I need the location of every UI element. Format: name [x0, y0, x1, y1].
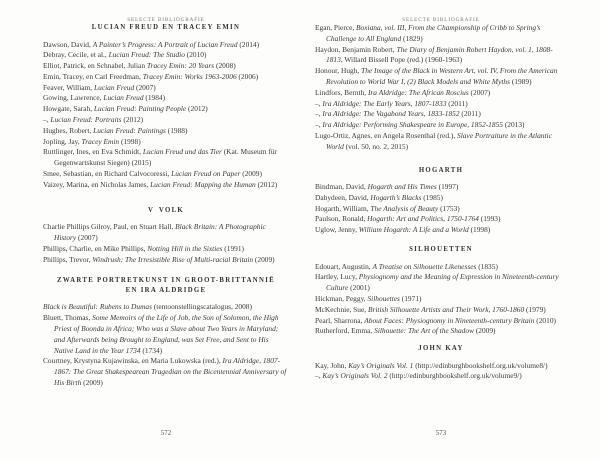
- entry-title-italic: The Analysis of Beauty: [370, 203, 439, 213]
- entry-text: (2011): [446, 98, 468, 108]
- section-heading-block: [43, 23, 289, 33]
- section-heading-block: [315, 344, 567, 354]
- entry-text: Ruttlinger, Ines, en Eva Schmidt,: [43, 147, 143, 157]
- bib-entry: [315, 371, 567, 382]
- entry-title-italic: A Treatise on Silhouette Likenesses: [372, 261, 477, 271]
- bib-section: [43, 23, 289, 191]
- bib-entry: [43, 356, 289, 388]
- entry-title-italic: Lucian Freud: Paintings: [93, 125, 166, 135]
- entry-text: (vol. 50, no. 2, 2015): [343, 141, 409, 151]
- section-heading: V VOLK: [148, 206, 184, 214]
- entry-text: (2007): [468, 87, 491, 97]
- entry-text: (2008): [214, 61, 236, 71]
- bib-entry: [315, 193, 567, 204]
- bib-section: [43, 276, 289, 388]
- entry-list: [315, 262, 567, 338]
- entry-title-italic: Hogarth: Art and Politics, 1750-1764: [367, 214, 479, 224]
- entry-text: (2009): [253, 254, 275, 264]
- entry-title-italic: Ira Aldridge: The Vagabond Years, 1833-1852: [322, 109, 460, 119]
- bib-entry: [315, 204, 567, 215]
- bib-entry: [315, 131, 567, 153]
- bib-entry: [43, 169, 289, 180]
- page-left: [43, 0, 289, 460]
- entry-title-italic: Lucian Freud und das Tier: [142, 147, 222, 157]
- section-heading-block: [315, 166, 567, 176]
- entry-text: Hughes, Robert,: [43, 125, 94, 135]
- entry-title-italic: Silhouettes: [367, 293, 400, 303]
- entry-text: (2012): [255, 179, 278, 189]
- entry-list: [315, 23, 567, 153]
- bib-entry: [315, 88, 567, 99]
- entry-text: –,: [315, 371, 323, 381]
- running-head: SELECTE BIBLIOGRAFIE: [127, 17, 205, 23]
- bib-entry: [43, 61, 289, 72]
- entry-text: (Kat. Museum für Gegenwartskunst Siegen) (2015): [54, 147, 277, 168]
- entry-text: –,: [43, 115, 51, 125]
- bib-entry: [315, 23, 567, 45]
- bib-entry: [315, 45, 567, 67]
- entry-text: Honour, Hugh,: [315, 66, 362, 76]
- entry-list: [315, 182, 567, 236]
- bib-entry: [43, 313, 289, 356]
- entry-title-italic: Lucian Freud on Paper: [171, 169, 241, 179]
- entry-title-italic: William Hogarth: A Life and a World: [358, 225, 469, 235]
- entry-text: Dabydeen, David,: [315, 192, 371, 202]
- entry-text: (1991): [222, 243, 244, 253]
- entry-text: –,: [315, 109, 323, 119]
- entry-title-italic: About Faces: Physiognomy in Nineteenth-century Britain: [364, 315, 535, 325]
- page-right: [315, 0, 567, 460]
- entry-text: (1993): [478, 214, 501, 224]
- entry-text: Emin, Tracey, en Carl Freedman,: [43, 71, 143, 81]
- entry-title-italic: Tracey Emin: 20 Years: [146, 61, 215, 71]
- entry-text: Edouart, Augustin,: [315, 261, 373, 271]
- entry-title-italic: Ira Aldridge: Performing Shakespeare in Europe, 1852-1855: [322, 120, 503, 130]
- entry-title-italic: Lucian Freud: [103, 93, 144, 103]
- entry-text: –,: [315, 120, 323, 130]
- entry-text: Bindman, David,: [315, 182, 368, 192]
- entry-text: (1984): [143, 93, 166, 103]
- entry-title-italic: Lucian Freud: Portraits: [50, 115, 122, 125]
- entry-text: (2007): [76, 232, 98, 242]
- bib-entry: [315, 262, 567, 273]
- entry-text: Kay, John,: [315, 360, 349, 370]
- bib-section: [43, 206, 289, 266]
- entry-text: Lugo-Ortiz, Agnes, en Angela Rosenthal (red.),: [315, 130, 458, 140]
- entry-text: Vaizey, Marina, en Nicholas James,: [43, 179, 151, 189]
- entry-text: Hartley, Lucy,: [315, 272, 359, 282]
- entry-list: [315, 361, 567, 383]
- section-heading: LUCIAN FREUD EN TRACEY EMIN: [91, 24, 241, 31]
- entry-text: (tentoonstellingscatalogus, 2008): [152, 302, 252, 312]
- entry-text: (2011): [459, 109, 481, 119]
- entry-text: Smee, Sebastian, en Richard Calvocoressi,: [43, 169, 172, 179]
- entry-text: , Willard Bissell Pope (red.) (1960-1963): [340, 55, 463, 65]
- entry-text: –,: [315, 98, 323, 108]
- entry-text: (1971): [399, 293, 422, 303]
- entry-title-italic: Kay’s Originals Vol. 2: [322, 371, 388, 381]
- entry-title-italic: The Diary of Benjamin Robert Haydon, vol. 1, 1808-1813: [326, 44, 553, 65]
- bib-entry: [315, 182, 567, 193]
- bib-entry: [315, 214, 567, 225]
- bib-entry: [315, 66, 567, 88]
- entry-text: Pearl, Sharrona,: [315, 315, 365, 325]
- entry-text: Charlie Phillips Gilroy, Paul, en Stuart Hall,: [43, 222, 176, 232]
- entry-title-italic: Lucian Freud: Painting People: [93, 104, 187, 114]
- bib-entry: [315, 99, 567, 110]
- entry-text: Phillips, Trevor,: [43, 254, 93, 264]
- bib-entry: [43, 104, 289, 115]
- bib-section: [315, 23, 567, 153]
- bib-entry: [43, 302, 289, 313]
- entry-text: (1979): [524, 304, 546, 314]
- section-heading-block: [43, 276, 289, 295]
- bib-section: [315, 245, 567, 337]
- entry-text: (2013): [502, 120, 525, 130]
- bib-entry: [315, 120, 567, 131]
- entry-text: (2012): [121, 115, 144, 125]
- section-heading: ZWARTE PORTRETKUNST IN GROOT-BRITTANNIË: [57, 277, 275, 285]
- bib-entry: [43, 244, 289, 255]
- section-heading: SILHOUETTEN: [409, 246, 473, 254]
- bib-entry: [315, 225, 567, 236]
- entry-text: Haydon, Benjamin Robert,: [315, 44, 397, 54]
- entry-title-italic: Hogarth’s Blacks: [370, 192, 422, 202]
- bib-section: [315, 166, 567, 236]
- entry-text: (1985): [421, 192, 443, 202]
- entry-title-italic: A Painter’s Progress: A Portrait of Lucian Freud: [92, 39, 238, 49]
- bib-entry: [315, 272, 567, 294]
- entry-text: Jopling, Jay,: [43, 136, 82, 146]
- section-heading: HOGARTH: [418, 166, 464, 174]
- entry-text: Uglow, Jenny,: [315, 225, 359, 235]
- entry-text: Lindfors, Bernth,: [315, 87, 368, 97]
- entry-text: Debray, Cecile, et al.,: [43, 50, 109, 60]
- bib-entry: [315, 305, 567, 316]
- entry-list: [43, 222, 289, 265]
- entry-text: (2014): [237, 39, 260, 49]
- entry-title-italic: Lucian Freud: [94, 82, 135, 92]
- bib-entry: [43, 222, 289, 244]
- entry-text: Hickman, Peggy,: [315, 293, 368, 303]
- entry-text: Howgate, Sarah,: [43, 104, 94, 114]
- entry-text: (http://edinburghbookshelf.org.uk/volume8/): [413, 360, 548, 370]
- entry-title-italic: Black is Beautiful: Rubens to Dumas: [43, 302, 152, 312]
- entry-title-italic: Lucian Freud: Mapping the Human: [150, 179, 256, 189]
- entry-text: Bluett, Thomas,: [43, 313, 93, 323]
- entry-title-italic: Ira Aldridge, 1807-1867: The Great Shakespearean Tragedian on the Bicentennial Anniversary of His Birth: [54, 356, 287, 387]
- entry-text: Elliot, Patrick, en Schnabel, Julian: [43, 61, 147, 71]
- entry-title-italic: Ira Aldridge: The African Roscius: [367, 87, 469, 97]
- bib-entry: [315, 316, 567, 327]
- entry-title-italic: Physiognomy and the Meaning of Expression in Nineteenth-century Culture: [326, 272, 559, 293]
- entry-text: (1988): [165, 125, 188, 135]
- entry-text: Egan, Pierce,: [315, 23, 357, 32]
- bib-entry: [43, 93, 289, 104]
- entry-title-italic: Some Memoirs of the Life of Job, the Son of Solomon, the High Priest of Boonda in Africa; Who was a Slave about Two Years in Maryland; and Afterwards being Brought to England, was Set Free, and Sent to His Native Land in the Year 1734: [54, 313, 279, 355]
- bib-entry: [43, 126, 289, 137]
- entry-text: (1997): [436, 182, 459, 192]
- entry-title-italic: Slave Portraiture in the Atlantic World: [326, 130, 552, 151]
- entry-title-italic: Tracey Emin: [81, 136, 120, 146]
- entry-title-italic: Kay’s Originals Vol. 1: [348, 360, 414, 370]
- entry-text: (2009): [473, 326, 496, 336]
- bib-entry: [43, 255, 289, 266]
- page-number: 572: [160, 430, 172, 437]
- entry-text: (1829): [401, 33, 423, 43]
- entry-title-italic: Hogarth and His Times: [367, 182, 437, 192]
- entry-text: (1753): [438, 203, 460, 213]
- section-heading-block: [315, 245, 567, 255]
- bib-section: [315, 344, 567, 382]
- entry-title-italic: Notting Hill in the Sixties: [147, 243, 223, 253]
- bib-entry: [315, 294, 567, 305]
- entry-text: (1989): [509, 76, 532, 86]
- entry-title-italic: The Image of the Black in Western Art, vol. IV, From the American Revolution to World War I, (2) Black Models and White Myths: [326, 66, 558, 86]
- entry-text: (2007): [134, 82, 156, 92]
- entry-list: [43, 302, 289, 388]
- entry-text: (1998): [468, 225, 491, 235]
- entry-text: (2009): [81, 377, 103, 387]
- entry-text: (1835): [476, 261, 498, 271]
- bib-entry: [43, 137, 289, 148]
- entry-text: Feaver, William,: [43, 82, 94, 92]
- bib-entry: [43, 50, 289, 61]
- entry-text: McKechnie, Sue,: [315, 304, 368, 314]
- bib-entry: [315, 109, 567, 120]
- bib-entry: [43, 83, 289, 94]
- entry-text: (http://edinburghbookshelf.org.uk/volume9/): [387, 371, 522, 381]
- entry-title-italic: Boxiana, vol. III, From the Championship of Cribb to Spring’s Challenge to All England: [326, 23, 541, 43]
- entry-title-italic: Tracey Emin: Works 1963-2006: [142, 71, 237, 81]
- entry-text: Paulson, Ronald,: [315, 214, 368, 224]
- sections-right: [315, 23, 567, 382]
- entry-title-italic: Lucian Freud: The Studio: [108, 50, 185, 60]
- bib-entry: [43, 72, 289, 83]
- entry-text: (2012): [186, 104, 208, 114]
- page-number: 573: [435, 430, 447, 437]
- bib-entry: [43, 115, 289, 126]
- entry-title-italic: Silhouette: The Art of the Shadow: [374, 326, 474, 336]
- running-head: SELECTE BIBLIOGRAFIE: [402, 17, 480, 23]
- entry-text: Phillips, Charlie, en Mike Phillips,: [43, 243, 148, 253]
- entry-title-italic: British Silhouette Artists and Their Work, 1760-1860: [367, 304, 525, 314]
- bib-entry: [43, 147, 289, 169]
- entry-text: (1998): [119, 136, 141, 146]
- entry-title-italic: Black Britain: A Photographic History: [54, 222, 266, 242]
- entry-text: Dawson, David,: [43, 39, 93, 49]
- bib-entry: [315, 326, 567, 337]
- entry-text: (1734): [140, 345, 163, 355]
- section-heading-block: [43, 206, 289, 216]
- entry-title-italic: Ira Aldridge: The Early Years, 1807-1833: [322, 98, 447, 108]
- entry-text: (2009): [240, 169, 262, 179]
- entry-title-italic: Windrush: The Irresistible Rise of Multi-racial Britain: [92, 254, 254, 264]
- entry-text: Hogarth, William,: [315, 203, 371, 213]
- section-heading: JOHN KAY: [418, 345, 464, 353]
- entry-text: (2010): [184, 50, 207, 60]
- bib-entry: [43, 40, 289, 51]
- sections-left: [43, 23, 289, 389]
- bib-entry: [315, 361, 567, 372]
- entry-text: Gowing, Lawrence,: [43, 93, 104, 103]
- section-heading: EN IRA ALDRIDGE: [125, 286, 207, 294]
- entry-list: [43, 40, 289, 191]
- entry-text: (2001): [348, 283, 370, 293]
- entry-text: (2006): [236, 71, 259, 81]
- entry-text: Rutherford, Emma,: [315, 326, 375, 336]
- entry-text: Courtney, Krystyna Kujawinska, en Maria Lukowska (red.),: [43, 356, 223, 366]
- entry-text: (2010): [534, 315, 556, 325]
- bib-entry: [43, 180, 289, 191]
